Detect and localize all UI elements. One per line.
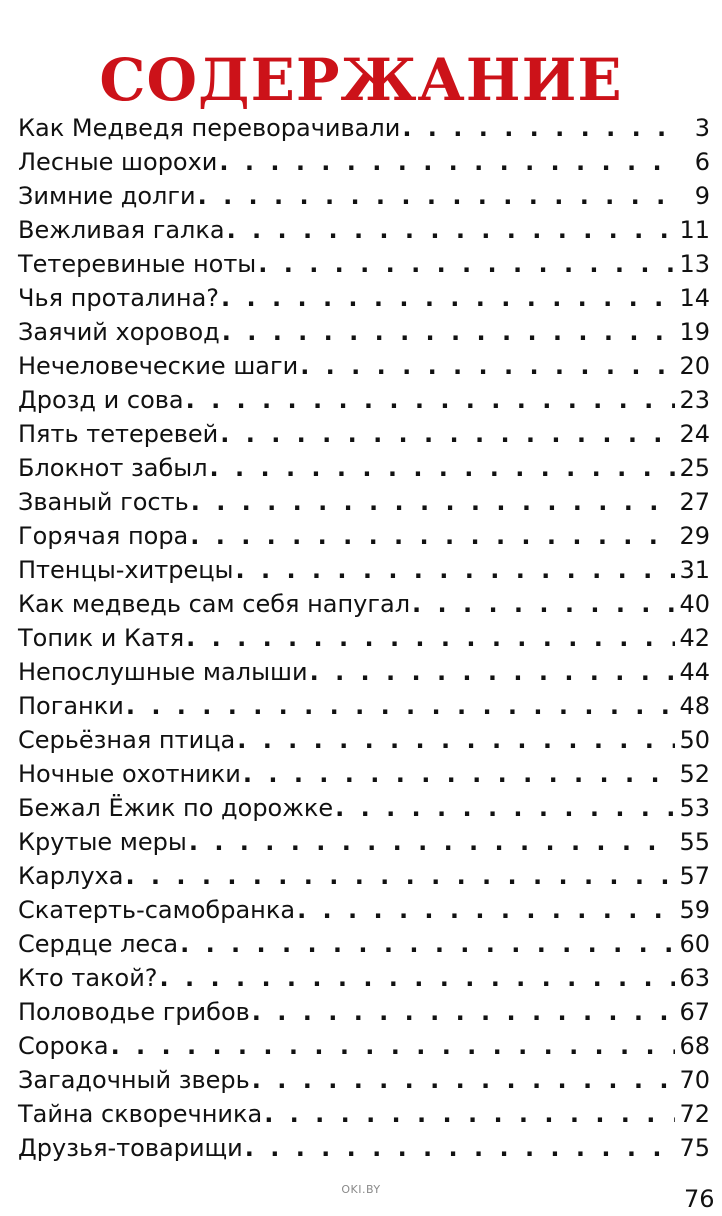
toc-entry[interactable] xyxy=(18,1063,710,1097)
toc-entry-title: Поганки xyxy=(18,692,124,720)
toc-entry-page: 24 xyxy=(679,420,710,448)
toc-entry-page: 25 xyxy=(679,454,710,482)
toc-entry-title: Кто такой? xyxy=(18,964,158,992)
toc-entry-page: 57 xyxy=(679,862,710,890)
toc-entry-page: 13 xyxy=(679,250,710,278)
toc-entry[interactable] xyxy=(18,961,710,995)
toc-entry[interactable] xyxy=(18,179,710,213)
dot-leader xyxy=(310,655,676,689)
toc-entry[interactable] xyxy=(18,315,710,349)
toc-entry-title: Бежал Ёжик по дорожке xyxy=(18,794,334,822)
toc-entry[interactable] xyxy=(18,485,710,519)
toc-entry-title: Вежливая галка xyxy=(18,216,225,244)
toc-entry-title: Друзья-товарищи xyxy=(18,1134,243,1162)
toc-entry[interactable] xyxy=(18,213,710,247)
toc-entry[interactable] xyxy=(18,417,710,451)
toc-entry-title: Горячая пора xyxy=(18,522,189,550)
dot-leader xyxy=(252,995,676,1029)
toc-entry-title: Званый гость xyxy=(18,488,189,516)
toc-entry[interactable] xyxy=(18,995,710,1029)
dot-leader xyxy=(221,281,675,315)
toc-entry-title: Блокнот забыл xyxy=(18,454,208,482)
toc-entry-page: 48 xyxy=(679,692,710,720)
toc-entry-title: Как Медведя переворачивали xyxy=(18,114,401,142)
toc-entry-page: 42 xyxy=(679,624,710,652)
toc-entry-title: Карлуха xyxy=(18,862,124,890)
toc-entry-title: Тайна скворечника xyxy=(18,1100,263,1128)
toc-entry-page: 72 xyxy=(679,1100,710,1128)
toc-entry-page: 6 xyxy=(694,148,710,176)
dot-leader xyxy=(125,859,675,893)
toc-entry[interactable] xyxy=(18,723,710,757)
toc-entry-title: Ночные охотники xyxy=(18,760,241,788)
toc-entry[interactable] xyxy=(18,1097,710,1131)
dot-leader xyxy=(222,315,676,349)
toc-entry-page: 40 xyxy=(679,590,710,618)
toc-entry-page: 27 xyxy=(679,488,710,516)
toc-entry[interactable] xyxy=(18,383,710,417)
toc-entry-page: 70 xyxy=(679,1066,710,1094)
dot-leader xyxy=(264,1097,675,1131)
toc-entry-title: Как медведь сам себя напугал xyxy=(18,590,411,618)
toc-entry-title: Сердце леса xyxy=(18,930,179,958)
toc-entry-page: 20 xyxy=(679,352,710,380)
toc-entry[interactable] xyxy=(18,349,710,383)
toc-entry-page: 67 xyxy=(679,998,710,1026)
toc-entry-title: Тетеревиные ноты xyxy=(18,250,257,278)
dot-leader xyxy=(186,383,676,417)
toc-entry-title: Птенцы-хитрецы xyxy=(18,556,234,584)
dot-leader xyxy=(191,485,676,519)
dot-leader xyxy=(243,757,676,791)
table-of-contents xyxy=(18,111,710,1165)
dot-leader xyxy=(245,1131,676,1165)
dot-leader xyxy=(300,349,675,383)
toc-entry-page: 11 xyxy=(679,216,710,244)
toc-entry-title: Серьёзная птица xyxy=(18,726,236,754)
toc-entry[interactable] xyxy=(18,281,710,315)
dot-leader xyxy=(227,213,676,247)
toc-entry-page: 50 xyxy=(679,726,710,754)
toc-entry-page: 9 xyxy=(694,182,710,210)
dot-leader xyxy=(198,179,680,213)
toc-entry-title: Половодье грибов xyxy=(18,998,250,1026)
toc-entry-title: Непослушные малыши xyxy=(18,658,308,686)
toc-entry-title: Дрозд и сова xyxy=(18,386,184,414)
toc-entry[interactable] xyxy=(18,621,710,655)
dot-leader xyxy=(258,247,675,281)
toc-entry[interactable] xyxy=(18,1131,710,1165)
toc-entry[interactable] xyxy=(18,927,710,961)
toc-entry-page: 14 xyxy=(679,284,710,312)
toc-entry[interactable] xyxy=(18,553,710,587)
toc-entry-page: 53 xyxy=(679,794,710,822)
toc-entry-page: 55 xyxy=(679,828,710,856)
dot-leader xyxy=(236,553,676,587)
toc-entry[interactable] xyxy=(18,145,710,179)
dot-leader xyxy=(180,927,675,961)
toc-entry-title: Нечеловеческие шаги xyxy=(18,352,299,380)
toc-entry-page: 29 xyxy=(679,522,710,550)
toc-entry-page: 44 xyxy=(679,658,710,686)
dot-leader xyxy=(189,825,676,859)
toc-entry-title: Пять тетеревей xyxy=(18,420,219,448)
dot-leader xyxy=(190,519,675,553)
toc-entry-title: Топик и Катя xyxy=(18,624,185,652)
toc-entry[interactable] xyxy=(18,655,710,689)
toc-entry[interactable] xyxy=(18,1029,710,1063)
dot-leader xyxy=(335,791,675,825)
toc-entry[interactable] xyxy=(18,859,710,893)
toc-entry-title: Скатерть-самобранка xyxy=(18,896,296,924)
toc-entry-page: 63 xyxy=(679,964,710,992)
dot-leader xyxy=(252,1063,676,1097)
toc-entry-page: 75 xyxy=(679,1134,710,1162)
dot-leader xyxy=(297,893,675,927)
dot-leader xyxy=(210,451,676,485)
toc-entry[interactable] xyxy=(18,791,710,825)
dot-leader xyxy=(111,1029,676,1063)
toc-entry-page: 68 xyxy=(679,1032,710,1060)
dot-leader xyxy=(237,723,675,757)
toc-entry-page: 60 xyxy=(679,930,710,958)
cut-off-page-number: 76 xyxy=(684,1185,715,1213)
toc-entry-page: 31 xyxy=(679,556,710,584)
toc-entry[interactable] xyxy=(18,247,710,281)
toc-entry-title: Крутые меры xyxy=(18,828,187,856)
dot-leader xyxy=(126,689,676,723)
dot-leader xyxy=(160,961,676,995)
toc-entry[interactable] xyxy=(18,451,710,485)
toc-entry-page: 23 xyxy=(679,386,710,414)
toc-entry[interactable] xyxy=(18,111,710,145)
toc-entry-page: 52 xyxy=(679,760,710,788)
toc-entry-title: Загадочный зверь xyxy=(18,1066,250,1094)
dot-leader xyxy=(412,587,675,621)
toc-entry-title: Лесные шорохи xyxy=(18,148,218,176)
dot-leader xyxy=(402,111,680,145)
toc-entry-page: 3 xyxy=(694,114,710,142)
toc-entry-page: 59 xyxy=(679,896,710,924)
watermark: OKI.BY xyxy=(341,1183,381,1196)
toc-entry[interactable] xyxy=(18,893,710,927)
dot-leader xyxy=(186,621,675,655)
dot-leader xyxy=(220,417,675,451)
page-title: СОДЕРЖАНИЕ xyxy=(99,45,623,114)
toc-entry[interactable] xyxy=(18,689,710,723)
toc-entry-title: Сорока xyxy=(18,1032,109,1060)
toc-entry-title: Заячий хоровод xyxy=(18,318,220,346)
toc-entry-title: Чья проталина? xyxy=(18,284,220,312)
toc-entry[interactable] xyxy=(18,519,710,553)
toc-entry[interactable] xyxy=(18,825,710,859)
toc-entry-title: Зимние долги xyxy=(18,182,196,210)
toc-entry-page: 19 xyxy=(679,318,710,346)
toc-entry[interactable] xyxy=(18,587,710,621)
dot-leader xyxy=(219,145,680,179)
toc-entry[interactable] xyxy=(18,757,710,791)
